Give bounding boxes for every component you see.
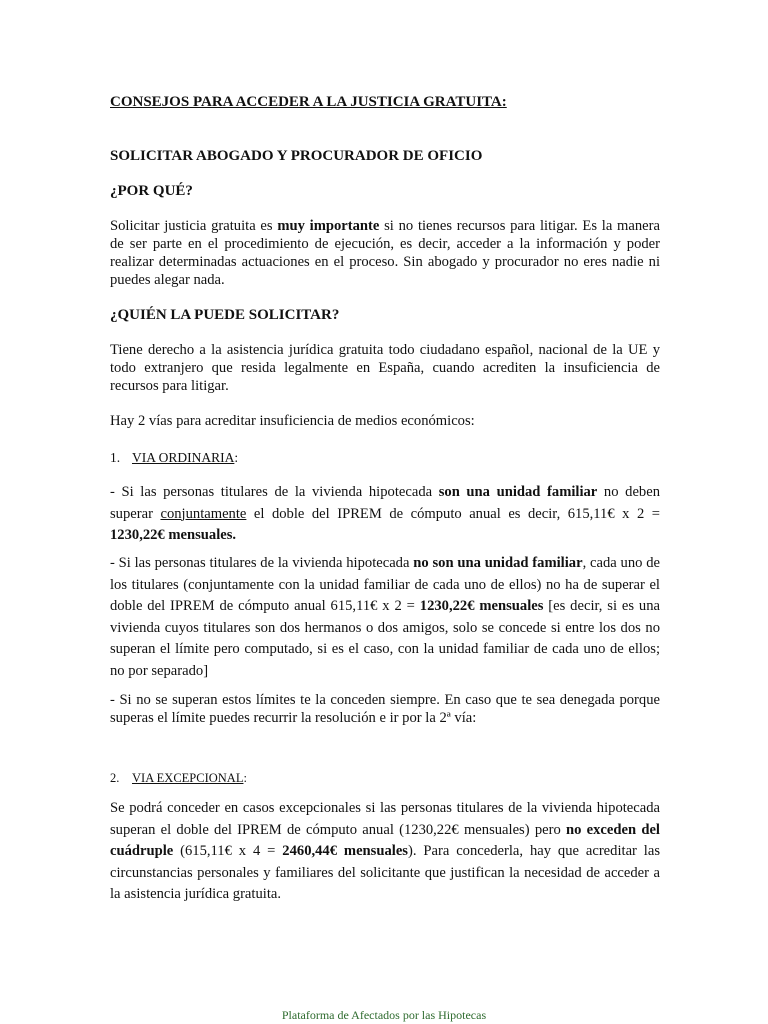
document-title: CONSEJOS PARA ACCEDER A LA JUSTICIA GRATUITA: bbox=[110, 94, 507, 110]
via-label: VIA ORDINARIA bbox=[132, 450, 235, 465]
paragraph-via-excepcional: Se podrá conceder en casos excepcionales si las personas titulares de la vivienda hipotecada superan el doble del IPREM de cómputo anual (1230,22€ mensuales) pero no exceden del cuádruple (615,11€ x 4 = 2460,44€ mensuales). Para concederla, hay que acreditar las circunstancias personales y familiares del solicitante que justifican la necesidad de acceder a la asistencia jurídica gratuita. bbox=[110, 800, 661, 902]
paragraph-why: Solicitar justicia gratuita es muy importante si no tienes recursos para litigar. Es la manera de ser parte en el procedimiento de ejecución, es decir, acceder a la información y poder realizar determinadas actuaciones en el proceso. Sin abogado y procurador no eres nadie ni puedes alegar nada. bbox=[110, 218, 660, 288]
paragraph-two-ways: Hay 2 vías para acreditar insuficiencia de medios económicos: bbox=[110, 413, 475, 429]
list-number: 1. bbox=[110, 450, 121, 465]
paragraph-unidad-familiar: - Si las personas titulares de la vivienda hipotecada son una unidad familiar no deben superar conjuntamente el doble del IPREM de cómputo anual es decir, 615,11€ x 2 = 1230,22€ mensuales. bbox=[110, 484, 660, 543]
via-label: VIA EXCEPCIONAL bbox=[132, 771, 244, 785]
paragraph-who: Tiene derecho a la asistencia jurídica gratuita todo ciudadano español, nacional de la UE y todo extranjero que resida legalmente en España, cuando acrediten la insuficiencia de recursos para litigar. bbox=[110, 342, 660, 394]
paragraph-no-unidad-familiar: - Si las personas titulares de la vivienda hipotecada no son una unidad familiar, cada uno de los titulares (conjuntamente con la unidad familiar de cada uno de ellos) no ha de superar el doble del IPREM de cómputo anual 615,11€ x 2 = 1230,22€ mensuales [es decir, si es una vivienda cuyos titulares son dos hermanos o dos amigos, solo se concede si entre los dos no superan el límite pero computado, si es el caso, con la unidad familiar de cada uno de ellos; no por separado] bbox=[110, 555, 661, 679]
page-footer: Plataforma de Afectados por las Hipotecas bbox=[281, 1008, 487, 1022]
question-heading-why: ¿POR QUÉ? bbox=[110, 183, 193, 199]
list-item-via-excepcional: 2. VIA EXCEPCIONAL: bbox=[110, 771, 247, 785]
question-heading-who: ¿QUIÉN LA PUEDE SOLICITAR? bbox=[110, 307, 340, 323]
list-number: 2. bbox=[110, 771, 120, 785]
list-item-via-ordinaria: 1. VIA ORDINARIA: bbox=[110, 450, 239, 465]
section-heading: SOLICITAR ABOGADO Y PROCURADOR DE OFICIO bbox=[110, 148, 483, 164]
emphasis-text: muy importante bbox=[277, 218, 380, 234]
paragraph-limites: - Si no se superan estos límites te la conceden siempre. En caso que te sea denegada porque superas el límite puedes recurrir la resolución e ir por la 2ª vía: bbox=[110, 692, 660, 726]
